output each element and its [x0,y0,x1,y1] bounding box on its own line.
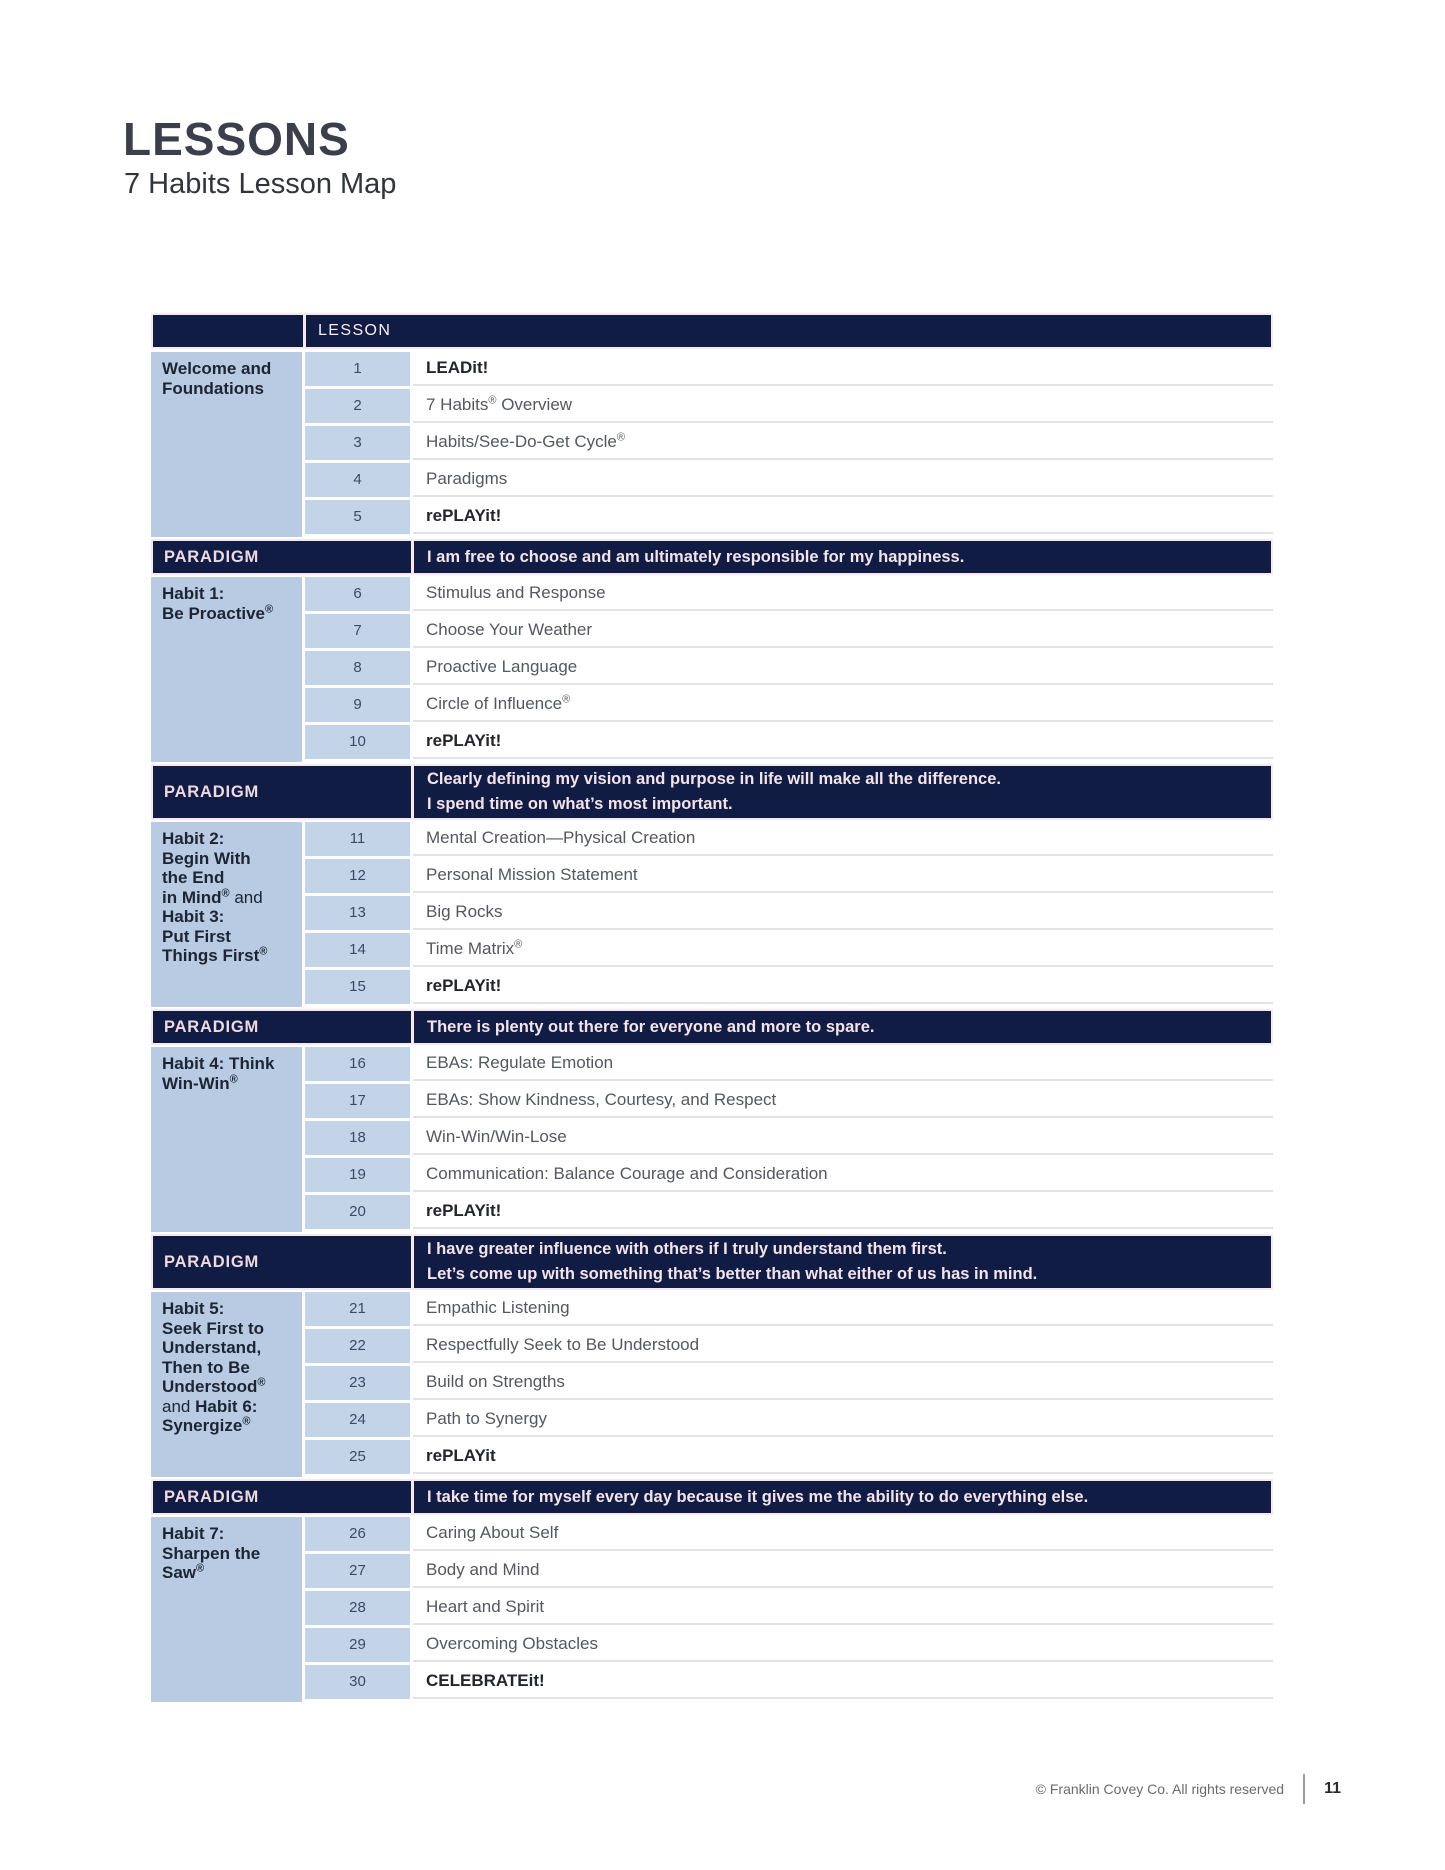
footer-divider [1303,1774,1305,1804]
lesson-title: Win-Win/Win-Lose [413,1121,1273,1155]
lesson-title: Big Rocks [413,896,1273,930]
section-label-line [162,868,296,888]
section-lessons [305,1047,1273,1232]
registered-mark: ® [259,945,268,958]
lesson-title: EBAs: Regulate Emotion [413,1047,1273,1081]
lesson-number: 2 [305,389,410,423]
lesson-number: 30 [305,1665,410,1699]
lesson-title: EBAs: Show Kindness, Courtesy, and Respect [413,1084,1273,1118]
section-lessons [305,822,1273,1007]
section-label [151,577,302,762]
lesson-title: Respectfully Seek to Be Understood [413,1329,1273,1363]
lesson-row [305,896,1273,930]
lesson-row [305,389,1273,423]
lesson-title: CELEBRATEit! [413,1665,1273,1699]
page-number: 11 [1324,1780,1341,1797]
lesson-title: Stimulus and Response [413,577,1273,611]
paradigm-label: PARADIGM [164,547,260,566]
lesson-title: rePLAYit! [413,500,1273,534]
registered-mark: ® [257,1376,266,1389]
lesson-number: 6 [305,577,410,611]
lesson-title: LEADit! [413,352,1273,386]
lesson-row [305,1554,1273,1588]
page-title: LESSONS [123,113,350,165]
registered-mark: ® [229,1072,238,1085]
section-label-line [162,1074,296,1094]
registered-mark: ® [562,693,571,706]
section-label-line [162,829,296,849]
section-label-line [162,1299,296,1319]
lesson-row [305,500,1273,534]
lesson-number: 11 [305,822,410,856]
lesson-row [305,1628,1273,1662]
paradigm-statement [414,1236,1271,1288]
lesson-number: 17 [305,1084,410,1118]
footer [1036,1774,1341,1804]
lesson-row [305,1665,1273,1699]
section-label [151,1517,302,1702]
section-label-text: Begin With [162,848,251,868]
lesson-title: 7 Habits® Overview [413,389,1273,423]
lesson-title: Proactive Language [413,651,1273,685]
paradigm-statement [414,766,1271,818]
section-label-line [162,927,296,947]
paradigm-statement-line: There is plenty out there for everyone and more to spare. [427,1017,875,1036]
lesson-number: 15 [305,970,410,1004]
lesson-row [305,725,1273,759]
lesson-title: Heart and Spirit [413,1591,1273,1625]
section-label-line [162,1544,296,1564]
paradigm-row [151,539,1273,575]
registered-mark: ® [221,886,230,899]
section-label-text: Understood® [162,1376,266,1396]
paradigm-statement-line: I am free to choose and am ultimately responsible for my happiness. [427,547,965,566]
registered-mark: ® [265,602,274,615]
lesson-title: Build on Strengths [413,1366,1273,1400]
lesson-title: Empathic Listening [413,1292,1273,1326]
paradigm-row [151,1009,1273,1045]
section-label-text: Seek First to [162,1318,265,1338]
lesson-table [151,313,1273,1702]
section-label-line [162,1377,296,1397]
section-label-line [162,1416,296,1436]
lesson-title: Choose Your Weather [413,614,1273,648]
paradigm-statement-line: I take time for myself every day because it gives me the ability to do everything else. [427,1487,1089,1506]
page-subtitle: 7 Habits Lesson Map [124,168,397,200]
lesson-row [305,1047,1273,1081]
section-label-text: Habit 4: Think [162,1054,275,1073]
lesson-row [305,1517,1273,1551]
lesson-row [305,1121,1273,1155]
paradigm-label: PARADIGM [164,782,260,801]
lesson-number: 19 [305,1158,410,1192]
lesson-title: Communication: Balance Courage and Consideration [413,1158,1273,1192]
paradigm-label: PARADIGM [164,1252,260,1271]
lesson-number: 12 [305,859,410,893]
registered-mark: ® [514,938,523,951]
lesson-number: 7 [305,614,410,648]
lesson-number: 13 [305,896,410,930]
lesson-number: 26 [305,1517,410,1551]
section-label-text: Habit 3: [162,907,225,926]
paradigm-label: PARADIGM [164,1017,260,1036]
paradigm-row [151,764,1273,820]
paradigm-statement-line: I have greater influence with others if I truly understand them first. [427,1240,947,1258]
section-label-line [162,604,296,624]
section-label-text: Habit 5: [162,1299,225,1318]
lesson-row [305,970,1273,1004]
section-lessons [305,1292,1273,1477]
section-label-line [162,1358,296,1378]
section-label-text: Habit 2: [162,829,225,848]
section-row [151,352,1273,537]
lesson-title: Body and Mind [413,1554,1273,1588]
lesson-title: Path to Synergy [413,1403,1273,1437]
section-row [151,1517,1273,1702]
lesson-number: 1 [305,352,410,386]
section-label-text: Foundations [162,378,264,398]
lesson-title: Overcoming Obstacles [413,1628,1273,1662]
paradigm-label: PARADIGM [164,1487,260,1506]
lesson-number: 14 [305,933,410,967]
copyright-text: © Franklin Covey Co. All rights reserved [1035,1781,1285,1797]
lesson-number: 21 [305,1292,410,1326]
lesson-row [305,1329,1273,1363]
section-label-line [162,1563,296,1583]
section-lessons [305,577,1273,762]
section-label-line [162,888,296,908]
lesson-row [305,1195,1273,1229]
lesson-row [305,651,1273,685]
section-label-text: Put First [162,926,231,946]
lesson-number: 23 [305,1366,410,1400]
section-label-text: Saw® [162,1562,205,1582]
lesson-number: 3 [305,426,410,460]
lesson-title: Caring About Self [413,1517,1273,1551]
section-label-text: Habit 1: [162,584,225,603]
lesson-row [305,1084,1273,1118]
section-label-text: Sharpen the [162,1543,261,1563]
section-label-line [162,584,296,604]
lesson-row [305,463,1273,497]
paradigm-statement-line: Let’s come up with something that’s better than what either of us has in mind. [427,1265,1038,1283]
column-header-lesson: LESSON [306,315,1271,347]
section-row [151,1047,1273,1232]
section-label-text: Habit 6: [195,1396,258,1416]
paradigm-statement [414,1481,1271,1513]
paradigm-statement [414,1011,1271,1043]
section-label-line [162,379,296,399]
section-label-text: Things First® [162,945,268,965]
lesson-number: 10 [305,725,410,759]
lesson-row [305,352,1273,386]
lesson-title: Circle of Influence® [413,688,1273,722]
lesson-row [305,822,1273,856]
lesson-title: rePLAYit! [413,970,1273,1004]
lesson-row [305,1158,1273,1192]
lesson-number: 25 [305,1440,410,1474]
lesson-number: 16 [305,1047,410,1081]
lesson-row [305,1591,1273,1625]
section-row [151,577,1273,762]
section-label-text: Welcome and [162,359,272,378]
section-label-text: and [162,1396,196,1416]
section-label-line [162,359,296,379]
lesson-number: 18 [305,1121,410,1155]
lesson-number: 28 [305,1591,410,1625]
table-body [151,352,1273,1702]
section-label [151,1047,302,1232]
lesson-number: 9 [305,688,410,722]
paradigm-statement-line: I spend time on what’s most important. [427,795,733,813]
section-label-text: Habit 7: [162,1524,225,1543]
paradigm-row [151,1234,1273,1290]
lesson-title: rePLAYit [413,1440,1273,1474]
section-row [151,1292,1273,1477]
lesson-row [305,688,1273,722]
table-header [151,313,1273,349]
section-label [151,822,302,1007]
section-label-text: in Mind® [162,886,230,907]
section-label-text: Synergize® [162,1415,251,1435]
lesson-title: Time Matrix® [413,933,1273,967]
lesson-title: Paradigms [413,463,1273,497]
section-label [151,352,302,537]
section-lessons [305,1517,1273,1702]
paradigm-statement-line: Clearly defining my vision and purpose in life will make all the difference. [427,770,1001,788]
paradigm-statement [414,541,1271,573]
lesson-row [305,1292,1273,1326]
lesson-row [305,426,1273,460]
table-header-spacer [153,315,303,347]
lesson-number: 22 [305,1329,410,1363]
lesson-row [305,1440,1273,1474]
registered-mark: ® [242,1415,251,1428]
lesson-row [305,1403,1273,1437]
section-label-text: Understand, [162,1338,262,1357]
lesson-title: Personal Mission Statement [413,859,1273,893]
registered-mark: ® [196,1562,205,1575]
lesson-title: rePLAYit! [413,725,1273,759]
lesson-title: rePLAYit! [413,1195,1273,1229]
lesson-row [305,1366,1273,1400]
lesson-number: 24 [305,1403,410,1437]
lesson-number: 20 [305,1195,410,1229]
registered-mark: ® [488,394,497,407]
section-label-text: Be Proactive® [162,602,274,623]
lesson-number: 4 [305,463,410,497]
lesson-title: Habits/See-Do-Get Cycle® [413,426,1273,460]
section-label-line [162,946,296,966]
section-label [151,1292,302,1477]
section-row [151,822,1273,1007]
section-label-line [162,1524,296,1544]
registered-mark: ® [616,431,625,444]
section-label-text: Win-Win® [162,1072,238,1093]
lesson-row [305,859,1273,893]
lesson-number: 27 [305,1554,410,1588]
section-label-text: and [229,887,263,907]
lesson-number: 29 [305,1628,410,1662]
paradigm-row [151,1479,1273,1515]
section-label-line [162,1319,296,1339]
section-label-line [162,1338,296,1358]
section-lessons [305,352,1273,537]
lesson-title: Mental Creation—Physical Creation [413,822,1273,856]
lesson-row [305,614,1273,648]
section-label-line [162,1397,296,1417]
section-label-text: Then to Be [162,1357,250,1377]
lesson-row [305,933,1273,967]
section-label-line [162,1054,296,1074]
lesson-row [305,577,1273,611]
lesson-number: 8 [305,651,410,685]
section-label-text: the End [162,868,225,887]
lesson-number: 5 [305,500,410,534]
section-label-line [162,907,296,927]
section-label-line [162,849,296,869]
